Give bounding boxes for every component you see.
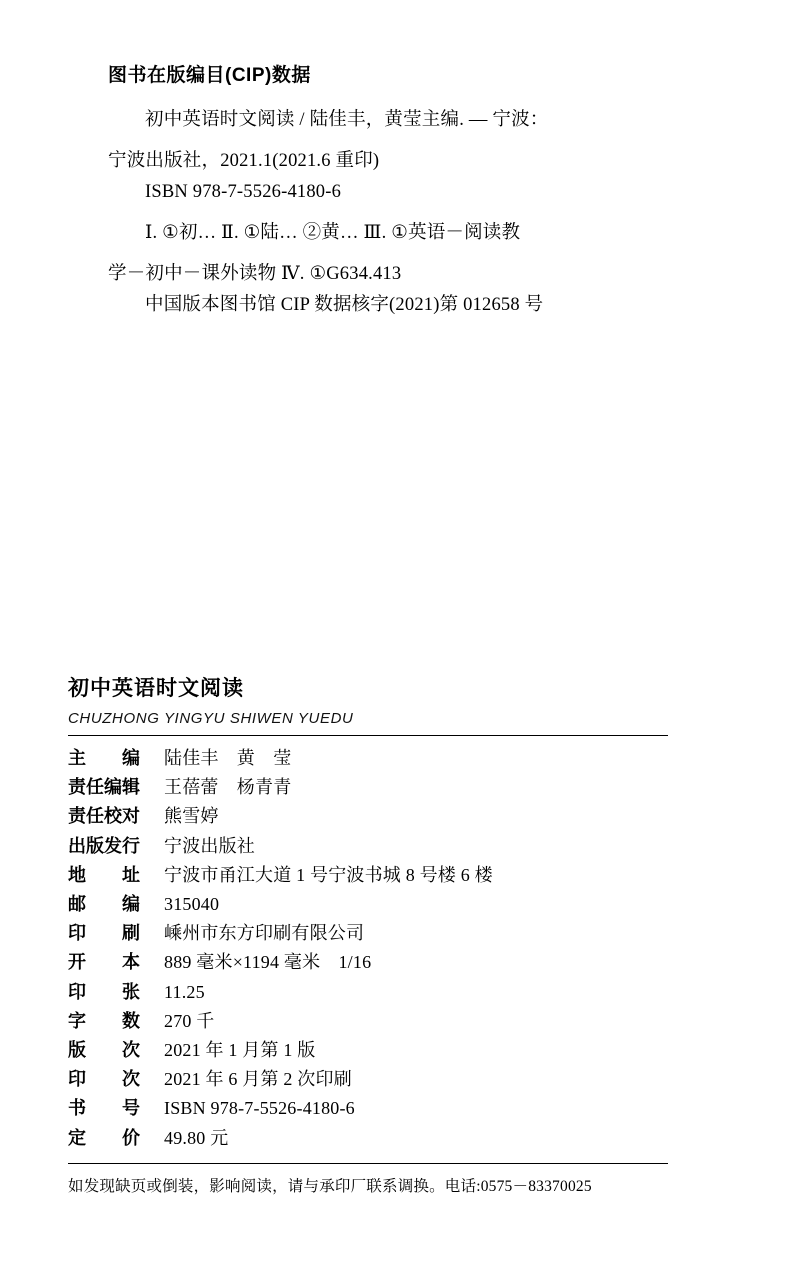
cip-isbn-text: ISBN 978-7-5526-4180-6 (145, 182, 342, 202)
row-label: 地 址 (68, 864, 140, 885)
table-row (68, 919, 668, 948)
row-value: 2021 年 6 月第 2 次印刷 (164, 1069, 352, 1090)
row-label: 责任编辑 (68, 777, 140, 798)
cip-record-number (108, 290, 688, 321)
cip-classification-line-1 (108, 218, 688, 249)
table-row (68, 832, 668, 861)
row-value: 陆佳丰 黄 莹 (164, 748, 292, 768)
table-row (68, 948, 668, 977)
row-label: 印 张 (68, 981, 140, 1002)
table-row (68, 1065, 668, 1094)
row-value: ISBN 978-7-5526-4180-6 (164, 1098, 355, 1119)
table-row (68, 773, 668, 802)
divider-top (68, 735, 668, 736)
cip-block (108, 60, 688, 331)
cip-citation-line-2 (108, 146, 688, 177)
table-row (68, 1124, 668, 1153)
row-value: 2021 年 1 月第 1 版 (164, 1040, 316, 1061)
row-value: 315040 (164, 894, 220, 915)
table-row (68, 890, 668, 919)
table-row (68, 802, 668, 831)
cip-citation-text-1: 初中英语时文阅读 / 陆佳丰，黄莹主编. — 宁波： (145, 110, 549, 130)
cip-citation-line-1 (108, 105, 688, 136)
cip-citation-text-2: 宁波出版社，2021.1(2021.6 重印) (108, 151, 380, 171)
cip-classification-text-1: Ⅰ. ①初… Ⅱ. ①陆… ②黄… Ⅲ. ①英语－阅读教 (145, 223, 521, 243)
table-row (68, 978, 668, 1007)
book-title: 初中英语时文阅读 (68, 677, 244, 700)
divider-bottom (68, 1163, 668, 1164)
row-label: 书 号 (68, 1098, 140, 1119)
row-label: 字 数 (68, 1010, 140, 1031)
cip-classification-line-2 (108, 259, 688, 290)
table-row (68, 1036, 668, 1065)
row-value: 宁波市甬江大道 1 号宁波书城 8 号楼 6 楼 (164, 864, 493, 885)
row-value: 11.25 (164, 981, 205, 1002)
row-value: 889 毫米×1194 毫米 1/16 (164, 952, 372, 973)
table-row (68, 1007, 668, 1036)
row-label: 开 本 (68, 952, 140, 973)
table-row (68, 861, 668, 890)
row-value: 49.80 元 (164, 1127, 229, 1148)
cip-record-number-text: 中国版本图书馆 CIP 数据核字(2021)第 012658 号 (145, 295, 544, 315)
exchange-notice: 如发现缺页或倒装，影响阅读，请与承印厂联系调换。电话:0575－83370025 (68, 1177, 592, 1195)
row-label: 印 刷 (68, 923, 140, 944)
row-value: 王蓓蕾 杨青青 (164, 777, 292, 798)
row-label: 责任校对 (68, 806, 140, 827)
cip-classification-text-2: 学－初中－课外读物 Ⅳ. ①G634.413 (108, 264, 402, 284)
row-label: 邮 编 (68, 894, 140, 915)
row-label: 主 编 (68, 748, 140, 768)
table-row (68, 1094, 668, 1123)
book-title-pinyin: CHUZHONG YINGYU SHIWEN YUEDU (68, 710, 354, 727)
row-value: 宁波出版社 (164, 835, 255, 856)
row-value: 嵊州市东方印刷有限公司 (164, 923, 365, 944)
table-row (68, 744, 668, 773)
row-label: 版 次 (68, 1040, 140, 1061)
row-value: 270 千 (164, 1010, 215, 1031)
cip-isbn (108, 177, 688, 208)
row-label: 出版发行 (68, 835, 140, 856)
colophon-block (68, 672, 668, 1198)
publication-details-body (68, 744, 668, 1153)
row-value: 熊雪婷 (164, 806, 219, 827)
publication-details-table (68, 744, 668, 1153)
row-label: 印 次 (68, 1069, 140, 1090)
cip-heading: 图书在版编目(CIP)数据 (108, 65, 311, 86)
row-label: 定 价 (68, 1127, 140, 1148)
